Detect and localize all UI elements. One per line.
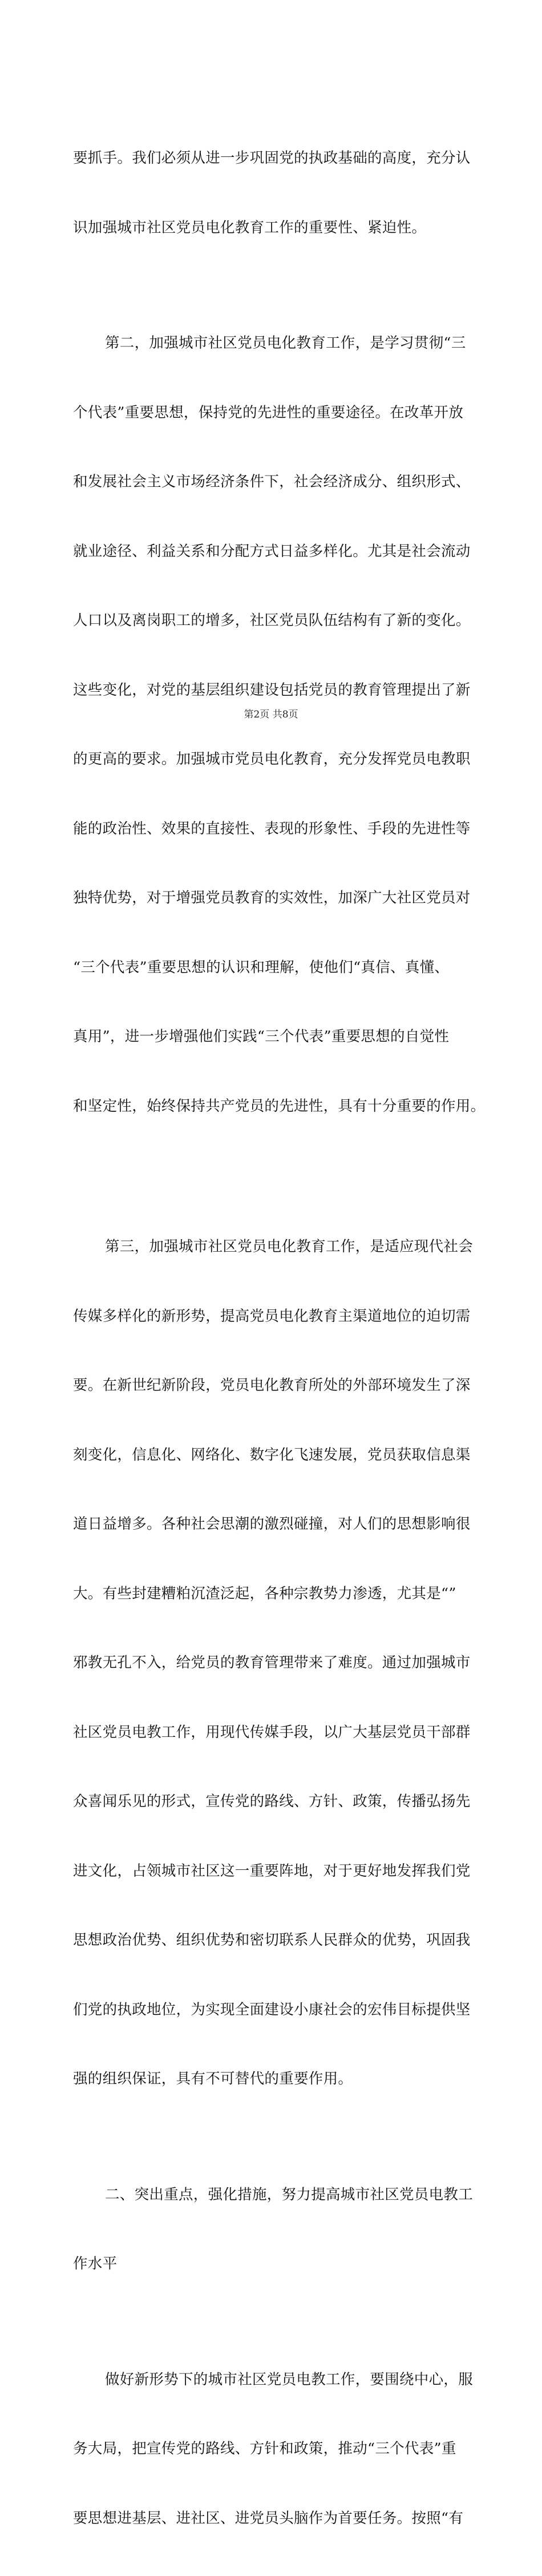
text-line: 第三，加强城市社区党员电化教育工作，是适应现代社会 [73, 1235, 472, 1259]
document-page [0, 0, 542, 767]
text-line: 第二，加强城市社区党员电化教育工作，是学习贯彻“三 [73, 332, 472, 355]
section-heading [73, 2137, 472, 2322]
text-line: 二、突出重点，强化措施，努力提高城市社区党员电教工 [73, 2183, 472, 2207]
text-line: 能的政治性、效果的直接性、表现的形象性、手段的先进性等 [73, 817, 472, 841]
paragraph-body [73, 2322, 472, 2576]
document-body [73, 100, 472, 2576]
text-line: 和发展社会主义市场经济条件下，社会经济成分、组织形式、 [73, 470, 472, 494]
text-line: 就业途径、利益关系和分配方式日益多样化。尤其是社会流动 [73, 540, 472, 563]
text-line: 刻变化，信息化、网络化、数字化飞速发展，党员获取信息渠 [73, 1444, 472, 1467]
text-line: 社区党员电教工作，用现代传媒手段，以广大基层党员干部群 [73, 1721, 472, 1744]
text-line: 作水平 [73, 2252, 472, 2276]
text-line: 独特优势，对于增强党员教育的实效性，加深广大社区党员对 [73, 886, 472, 910]
text-line: 的更高的要求。加强城市党员电化教育，充分发挥党员电教职 [73, 748, 472, 771]
text-line: 和坚定性，始终保持共产党员的先进性，具有十分重要的作用。 [73, 1095, 472, 1118]
text-line: 做好新形势下的城市社区党员电教工作，要围绕中心，服 [73, 2368, 472, 2392]
text-line: 思想政治优势、组织优势和密切联系人民群众的优势，巩固我 [73, 1929, 472, 1952]
text-line: 要抓手。我们必须从进一步巩固党的执政基础的高度，充分认 [73, 147, 472, 170]
text-line: 大。有些封建糟粕沉渣泛起，各种宗教势力渗透，尤其是“” [73, 1582, 472, 1606]
paragraph-spacer [73, 1164, 472, 1189]
paragraph-third-point [73, 1189, 472, 2137]
text-line: 要。在新世纪新阶段，党员电化教育所处的外部环境发生了深 [73, 1374, 472, 1397]
paragraph-second-point [73, 285, 472, 1164]
text-line: 进文化，占领城市社区这一重要阵地，对于更好地发挥我们党 [73, 1860, 472, 1883]
text-line: 要思想进基层、进社区、进党员头脑作为首要任务。按照“有 [73, 2507, 472, 2530]
text-line: 这些变化，对党的基层组织建设包括党员的教育管理提出了新 [73, 679, 472, 702]
text-line: 们党的执政地位，为实现全面建设小康社会的宏伟目标提供坚 [73, 1998, 472, 2022]
text-line: 传媒多样化的新形势，提高党员电化教育主渠道地位的迫切需 [73, 1305, 472, 1328]
text-line: 个代表”重要思想，保持党的先进性的重要途径。在改革开放 [73, 401, 472, 425]
text-line: 识加强城市社区党员电化教育工作的重要性、紧迫性。 [73, 216, 472, 240]
text-line: 务大局，把宣传党的路线、方针和政策，推动“三个代表”重 [73, 2437, 472, 2461]
text-line: 真用”，进一步增强他们实践“三个代表”重要思想的自觉性 [73, 1025, 472, 1049]
text-line: 强的组织保证，具有不可替代的重要作用。 [73, 2067, 472, 2091]
text-line: 邪教无孔不入，给党员的教育管理带来了难度。通过加强城市 [73, 1651, 472, 1675]
text-line: 道日益增多。各种社会思潮的激烈碰撞，对人们的思想影响很 [73, 1513, 472, 1536]
paragraph-continuation [73, 100, 472, 285]
page-footer: 第2页 共8页 [0, 708, 542, 721]
text-line: 众喜闻乐见的形式，宣传党的路线、方针、政策，传播弘扬先 [73, 1790, 472, 1813]
text-line: 人口以及离岗职工的增多，社区党员队伍结构有了新的变化。 [73, 609, 472, 632]
text-line: “三个代表”重要思想的认识和理解，使他们“真信、真懂、 [73, 956, 472, 979]
